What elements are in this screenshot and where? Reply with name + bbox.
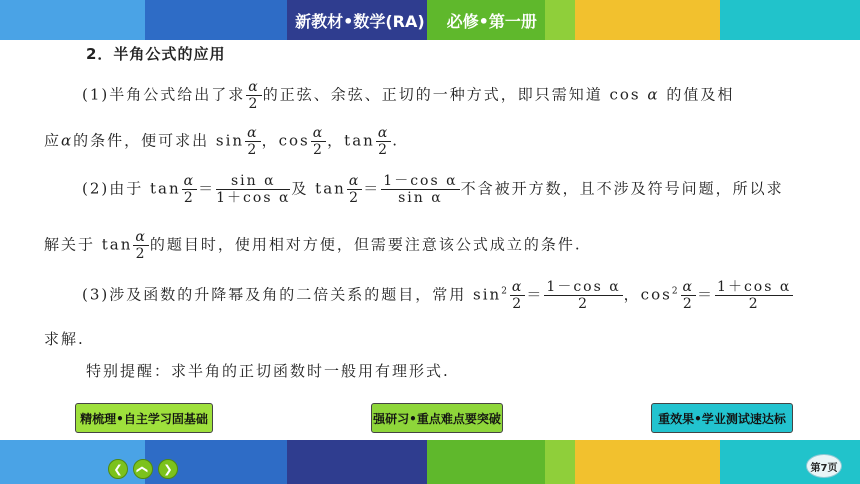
volume-title: 必修•第一册 bbox=[446, 11, 537, 31]
page-number: 第7页 bbox=[806, 454, 842, 478]
paragraph-2-line-2: 解关于 tan $\frac{\alpha}{2}$ 的题目时，使用相对方便，但需要注意该公式成立的条件. bbox=[44, 229, 582, 262]
paragraph-3-line-1: (3)涉及函数的升降幂及角的二倍关系的题目，常用 $\sin^2$ $\frac{\alpha}{2}$ ＝ $\frac{\text{1－cos α}}{2}$ ，$\cos^2$ $\frac{\alpha}{2}$ ＝ $\frac{\text{1＋cos α}}{2}$ bbox=[82, 279, 792, 312]
paragraph-1-line-1: (1)半角公式给出了求 $\frac{\alpha}{2}$ 的正弦、余弦、正切的一种方式，即只需知道 cos α 的值及相 bbox=[82, 79, 735, 112]
next-arrow-icon[interactable]: ❯ bbox=[158, 459, 178, 479]
prev-arrow-icon[interactable]: ❮ bbox=[108, 459, 128, 479]
nav-button-test[interactable]: 重效果•学业测试速达标 bbox=[651, 403, 793, 433]
paragraph-3-line-2: 求解. bbox=[44, 330, 85, 348]
special-note: 特别提醒：求半角的正切函数时一般用有理形式. bbox=[86, 362, 450, 380]
fraction-alpha-over-2: $\frac{\alpha}{2}$ bbox=[248, 79, 260, 112]
paragraph-2-line-1: (2)由于 tan $\frac{\alpha}{2}$ ＝ $\frac{\text{sin α}}{\text{1＋cos α}}$ 及 tan $\frac{\alpha}{2}$ ＝ $\frac{\text{1－cos α}}{\text{sin α}}$ 不含被开方数，且不涉及符号问题，所以求 bbox=[82, 173, 784, 206]
up-arrow-icon[interactable]: ❮ bbox=[133, 459, 153, 479]
paragraph-1-line-2: 应α的条件，便可求出 sin $\frac{\alpha}{2}$ ，cos $\frac{\alpha}{2}$ ，tan $\frac{\alpha}{2}$ . bbox=[44, 125, 400, 158]
page-title bbox=[287, 0, 545, 40]
section-heading: 2．半角公式的应用 bbox=[86, 45, 226, 63]
book-title: 新教材•数学(RA) bbox=[295, 11, 425, 31]
bottom-banner bbox=[0, 440, 860, 484]
nav-button-review[interactable]: 精梳理•自主学习固基础 bbox=[75, 403, 213, 433]
nav-button-study[interactable]: 强研习•重点难点要突破 bbox=[371, 403, 503, 433]
